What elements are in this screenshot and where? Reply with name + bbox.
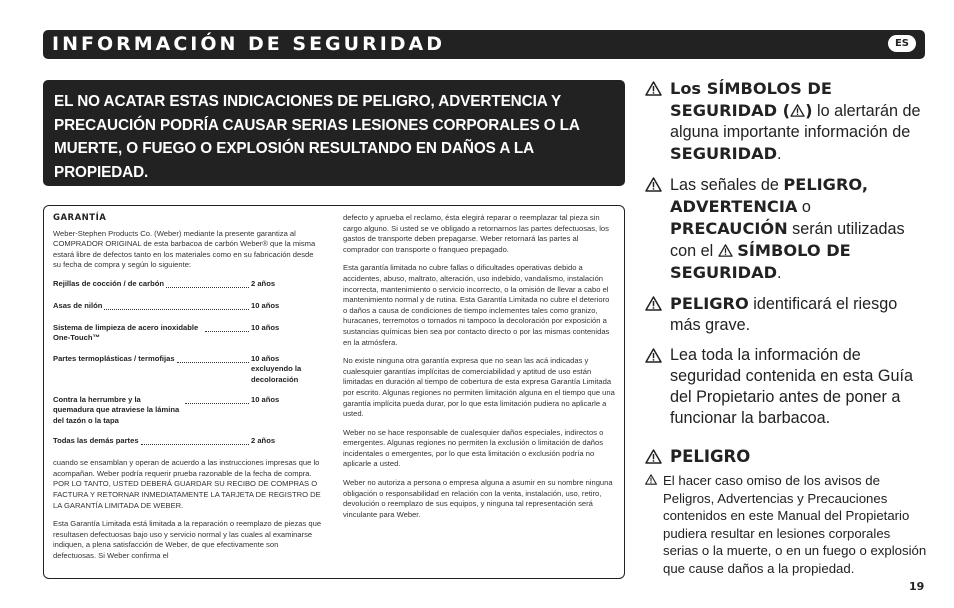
safety-text: serán utilizadas con el: [670, 220, 905, 260]
leader-dots: [177, 354, 249, 363]
safety-text: .: [777, 145, 782, 163]
warning-triangle-icon: [790, 104, 805, 117]
safety-signals-paragraph: [645, 174, 927, 284]
danger-body: [645, 472, 927, 577]
read-instructions-paragraph: [645, 345, 927, 429]
safety-bold-text: PELIGRO: [670, 294, 749, 313]
warranty-heading: GARANTÍA: [53, 213, 107, 223]
section-header: [43, 30, 925, 59]
safety-symbols-column: [645, 78, 927, 577]
warranty-paragraph: Esta garantía limitada no cubre fallas o dificultades operativas debido a accidentes, abuso, maltrato, alteración, uso indebido, vandalismo, instalación incorrecta, mantenimiento o servicio incorrecto, o la omisión de llevar a cabo el mantenimiento normal y de rutina. Esta Garantía Limitada no cubre el deterioro o daños a causa de condiciones de tiempo inclementes tales como granizo, huracanes, terremotos o tornados ni tampoco la decoloración por exposición a sustancias químicas bien sea por contacto directo o por las mismas contenidas en la atmósfera.: [343, 263, 610, 347]
safety-text: Lea toda la información de seguridad contenida en esta Guía del Propietario antes de poner a funcionar la barbacoa.: [670, 346, 913, 427]
warranty-item-term: 2 años: [251, 436, 276, 446]
safety-text: lo alertarán de alguna importante información de: [670, 102, 921, 141]
warranty-item-part: Contra la herrumbre y la quemadura que atraviese la lámina del tazón o la tapa: [53, 395, 180, 425]
warranty-left-column: [53, 213, 323, 570]
warranty-item-part: Todas las demás partes: [53, 436, 139, 446]
warranty-box: [43, 205, 625, 579]
danger-body-text: El hacer caso omiso de los avisos de Peligros, Advertencias y Precauciones contenidos en este Manual del Propietario pudiera resultar en lesiones corporales serias o la muerte, o en un fuego o explosión que cause daños a la propiedad.: [663, 473, 927, 576]
warning-triangle-icon: [645, 296, 662, 311]
warranty-item: [53, 436, 323, 448]
warranty-paragraph: Weber no se hace responsable de cualesquier daños especiales, indirectos o emergentes. Algunas regiones no permiten la exclusión o limitación de daños incidentales o emergentes, por lo que esta limitación o exclusión podría no aplicarle a usted.: [343, 427, 604, 469]
warranty-item: [53, 301, 323, 313]
warning-triangle-icon: [645, 449, 662, 464]
danger-warning-banner: [43, 80, 625, 186]
safety-bold-text: PRECAUCIÓN: [670, 219, 788, 238]
safety-text: .: [777, 264, 782, 282]
warranty-paragraph: No existe ninguna otra garantía expresa que no sean las acá indicadas y cualesquier garantías implícitas de comerciabilidad y aptitud de uso están limitadas en duración al tiempo de cobertura de esta expresa Garantía Limitada por escrito. Algunas regiones no permiten limitación alguna en el tiempo que una garantía implícita pueda durar, por lo que esta limitación pudiera no aplicarle a usted.: [343, 356, 615, 419]
warning-triangle-icon: [645, 177, 662, 192]
leader-dots: [104, 301, 249, 310]
safety-bold-text: SEGURIDAD: [670, 144, 778, 163]
leader-dots: [166, 279, 249, 288]
warranty-item: [53, 279, 323, 291]
warranty-paragraph: Weber no autoriza a persona o empresa alguna a asumir en su nombre ninguna obligación o responsabilidad en relación con la venta, instalación, uso, retiro, devolución o reemplazo de sus equipos, y ninguna tal representación será vinculante para Weber.: [343, 478, 613, 519]
warning-banner-text: EL NO ACATAR ESTAS INDICACIONES DE PELIGRO, ADVERTENCIA Y PRECAUCIÓN PODRÍA CAUSAR SERIAS LESIONES CORPORALES O LA MUERTE, O FUEGO O EXPLOSIÓN RESULTANDO EN DAÑOS A LA PROPIEDAD.: [54, 93, 580, 181]
leader-dots: [185, 395, 249, 404]
warranty-item-term: 10 años: [251, 395, 280, 404]
warranty-paragraph: Esta Garantía Limitada está limitada a la reparación o reemplazo de piezas que resultasen defectuosas bajo uso y servicio normal y las cuales al examinarse indiquen, a plena satisfacción de Weber, de que efectivamente son defectuosas. Si Weber confirma el: [53, 519, 322, 560]
warranty-item-term: 2 años: [251, 278, 276, 288]
safety-text: Las señales de: [670, 176, 784, 194]
leader-dots: [141, 436, 249, 445]
warranty-item: [53, 395, 323, 426]
safety-bold-text: ): [805, 101, 813, 120]
warranty-item-part: Partes termoplásticas / termofijas: [53, 353, 175, 363]
warning-triangle-icon: [645, 81, 662, 96]
warranty-right-column: [343, 213, 615, 528]
leader-dots: [205, 323, 249, 332]
safety-bold-text: PELIGRO, ADVERTENCIA: [670, 175, 868, 216]
safety-text: o: [797, 198, 811, 216]
danger-heading: [645, 447, 927, 466]
warranty-intro: Weber-Stephen Products Co. (Weber) mediante la presente garantiza al COMPRADOR ORIGINAL de esta barbacoa de carbón Weber® que la misma estará libre de defectos tanto en los materiales como en su fabricación desde su fecha de compra y según lo siguiente:: [53, 228, 316, 270]
danger-heading-text: PELIGRO: [670, 447, 751, 466]
warranty-item-part: Rejillas de cocción / de carbón: [53, 278, 164, 288]
warranty-item-part: Sistema de limpieza de acero inoxidable One-Touch™: [53, 322, 199, 343]
warning-triangle-icon: [645, 474, 657, 485]
warranty-item-term: 10 años: [251, 300, 280, 310]
warranty-paragraph: cuando se ensamblan y operan de acuerdo a las instrucciones impresas que lo acompañan. Weber podría requerir prueba razonable de la fecha de compra. POR LO TANTO, USTED DEBERÁ GUARDAR SU RECIBO DE COMPRAS O FACTURA Y RETORNAR INMEDIATAMENTE LA TARJETA DE REGISTRO DE LA GARANTÍA LIMITADA DE WEBER.: [53, 458, 321, 510]
section-title: INFORMACIÓN DE SEGURIDAD: [52, 33, 446, 55]
page-number: 19: [909, 580, 925, 593]
warranty-item-term: 10 años excluyendo la decoloración: [251, 353, 302, 384]
warranty-item-term: 10 años: [251, 322, 280, 332]
warranty-paragraph: defecto y aprueba el reclamo, ésta elegirá reparar o reemplazar tal pieza sin cargo alguno. Si usted se ve obligado a retornarnos las partes defectuosas, los gastos de transporte deben prepagarse. Weber retornará las partes al comprador con transporte o franqueo prepagado.: [343, 213, 609, 254]
safety-bold-text: Los SÍMBOLOS DE SEGURIDAD (: [670, 79, 832, 120]
safety-text: identificará el riesgo más grave.: [670, 295, 898, 334]
language-badge: ES: [888, 35, 916, 52]
warning-triangle-icon: [645, 348, 662, 363]
safety-bold-text: SÍMBOLO DE SEGURIDAD: [670, 241, 851, 282]
safety-symbol-paragraph: [645, 78, 927, 165]
warranty-item: [53, 323, 323, 344]
warranty-item: [53, 354, 323, 385]
danger-definition-paragraph: [645, 293, 927, 336]
warning-triangle-icon: [718, 244, 733, 257]
warranty-item-part: Asas de nilón: [53, 300, 103, 310]
